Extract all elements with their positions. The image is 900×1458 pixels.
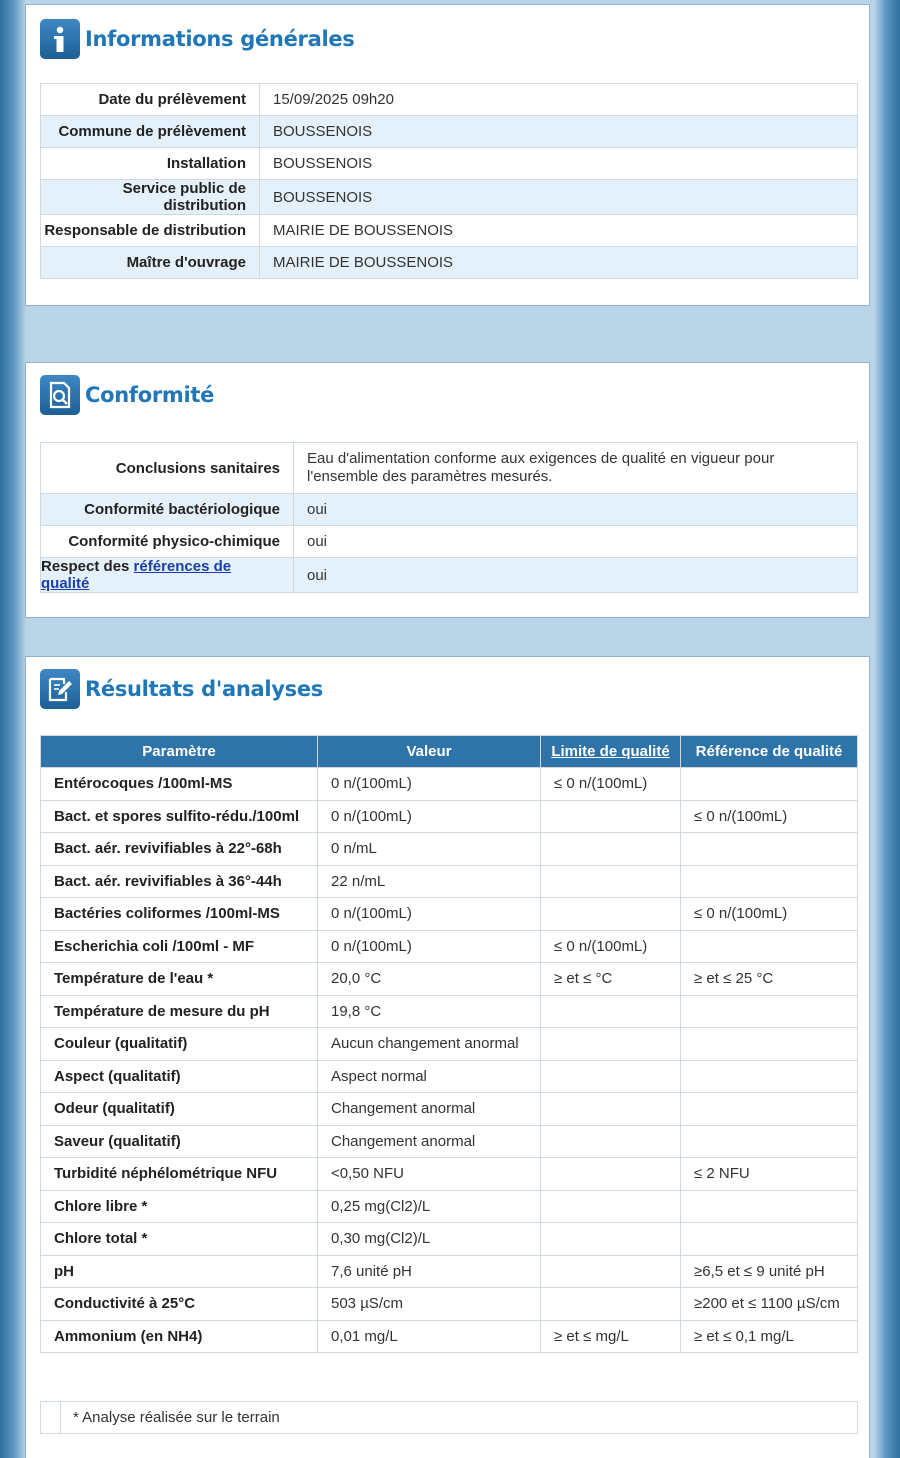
limit-cell (541, 1028, 681, 1061)
results-table (40, 735, 858, 1353)
table-row (41, 148, 858, 180)
parameter-cell: Bact. aér. revivifiables à 22°-68h (41, 833, 318, 866)
value-cell: Aucun changement anormal (318, 1028, 541, 1061)
row-label: Conformité bactériologique (41, 494, 294, 526)
row-value: oui (294, 494, 858, 526)
table-row (41, 247, 858, 279)
reference-cell: ≤ 0 n/(100mL) (681, 898, 858, 931)
reference-cell (681, 833, 858, 866)
column-header-value: Valeur (318, 736, 541, 768)
limit-cell (541, 1255, 681, 1288)
document-search-icon (40, 375, 80, 415)
value-cell: Aspect normal (318, 1060, 541, 1093)
note-text: * Analyse réalisée sur le terrain (73, 1409, 280, 1426)
value-cell: 503 µS/cm (318, 1288, 541, 1321)
row-value: oui (294, 526, 858, 558)
parameter-cell: Bact. et spores sulfito-rédu./100ml (41, 800, 318, 833)
parameter-cell: Température de l'eau * (41, 963, 318, 996)
parameter-cell: Couleur (qualitatif) (41, 1028, 318, 1061)
row-value: BOUSSENOIS (260, 116, 858, 148)
conformity-panel (25, 362, 870, 618)
row-value: BOUSSENOIS (260, 148, 858, 180)
parameter-cell: Ammonium (en NH4) (41, 1320, 318, 1353)
edit-document-icon (40, 669, 80, 709)
reference-cell (681, 995, 858, 1028)
limit-cell (541, 1125, 681, 1158)
limit-cell (541, 1190, 681, 1223)
table-row (41, 1223, 858, 1256)
reference-cell: ≥ et ≤ 0,1 mg/L (681, 1320, 858, 1353)
limit-cell: ≤ 0 n/(100mL) (541, 768, 681, 801)
row-value: MAIRIE DE BOUSSENOIS (260, 247, 858, 279)
value-cell: 0,30 mg(Cl2)/L (318, 1223, 541, 1256)
table-row (41, 800, 858, 833)
row-value: BOUSSENOIS (260, 180, 858, 215)
limit-cell (541, 1060, 681, 1093)
limit-cell (541, 898, 681, 931)
parameter-cell: Saveur (qualitatif) (41, 1125, 318, 1158)
limit-cell (541, 995, 681, 1028)
reference-cell (681, 1028, 858, 1061)
value-cell: 0 n/(100mL) (318, 768, 541, 801)
reference-cell (681, 1190, 858, 1223)
table-row (41, 1093, 858, 1126)
reference-cell: ≥ et ≤ 25 °C (681, 963, 858, 996)
table-row (41, 865, 858, 898)
value-cell: 7,6 unité pH (318, 1255, 541, 1288)
limit-cell (541, 865, 681, 898)
row-label: Responsable de distribution (41, 215, 260, 247)
parameter-cell: Bactéries coliformes /100ml-MS (41, 898, 318, 931)
results-panel (25, 656, 870, 1458)
parameter-cell: Entérocoques /100ml-MS (41, 768, 318, 801)
value-cell: 20,0 °C (318, 963, 541, 996)
limit-cell (541, 1158, 681, 1191)
reference-cell: ≤ 0 n/(100mL) (681, 800, 858, 833)
parameter-cell: Conductivité à 25°C (41, 1288, 318, 1321)
value-cell: 0 n/(100mL) (318, 930, 541, 963)
table-row (41, 443, 858, 494)
reference-cell (681, 768, 858, 801)
reference-cell: ≤ 2 NFU (681, 1158, 858, 1191)
table-row (41, 1028, 858, 1061)
info-icon (40, 19, 80, 59)
table-row (41, 930, 858, 963)
row-label: Service public de distribution (41, 180, 260, 215)
value-cell: <0,50 NFU (318, 1158, 541, 1191)
value-cell: 0 n/(100mL) (318, 800, 541, 833)
reference-cell: ≥200 et ≤ 1100 µS/cm (681, 1288, 858, 1321)
reference-cell (681, 1093, 858, 1126)
row-value: MAIRIE DE BOUSSENOIS (260, 215, 858, 247)
limit-cell: ≥ et ≤ mg/L (541, 1320, 681, 1353)
row-label: Conformité physico-chimique (41, 526, 294, 558)
row-label: Commune de prélèvement (41, 116, 260, 148)
column-header-reference: Référence de qualité (681, 736, 858, 768)
table-row (41, 558, 858, 593)
section-title: Conformité (85, 383, 215, 407)
table-row (41, 1288, 858, 1321)
table-row (41, 995, 858, 1028)
field-analysis-note (40, 1401, 858, 1434)
parameter-cell: Chlore libre * (41, 1190, 318, 1223)
table-row (41, 1060, 858, 1093)
table-row (41, 1320, 858, 1353)
parameter-cell: Odeur (qualitatif) (41, 1093, 318, 1126)
table-row (41, 215, 858, 247)
reference-cell (681, 930, 858, 963)
limit-cell: ≥ et ≤ °C (541, 963, 681, 996)
parameter-cell: Aspect (qualitatif) (41, 1060, 318, 1093)
reference-cell (681, 1125, 858, 1158)
parameter-cell: Température de mesure du pH (41, 995, 318, 1028)
limit-cell (541, 1288, 681, 1321)
column-header-parameter: Paramètre (41, 736, 318, 768)
value-cell: 0 n/(100mL) (318, 898, 541, 931)
row-label: Conclusions sanitaires (41, 443, 294, 494)
table-row (41, 1158, 858, 1191)
row-label: Date du prélèvement (41, 84, 260, 116)
value-cell: 0,25 mg(Cl2)/L (318, 1190, 541, 1223)
note-marker (41, 1402, 61, 1433)
reference-cell: ≥6,5 et ≤ 9 unité pH (681, 1255, 858, 1288)
table-row (41, 833, 858, 866)
value-cell: 0 n/mL (318, 833, 541, 866)
parameter-cell: Chlore total * (41, 1223, 318, 1256)
general-info-header (40, 19, 355, 59)
table-row (41, 180, 858, 215)
results-header (40, 669, 323, 709)
quality-references-link[interactable]: références de qualité (41, 558, 232, 592)
quality-limit-link[interactable]: Limite de qualité (551, 743, 670, 760)
limit-cell: ≤ 0 n/(100mL) (541, 930, 681, 963)
table-row (41, 768, 858, 801)
row-value: Eau d'alimentation conforme aux exigences de qualité en vigueur pour l'ensemble des paramètres mesurés. (294, 443, 858, 494)
value-cell: 19,8 °C (318, 995, 541, 1028)
general-info-panel (25, 4, 870, 306)
table-row (41, 116, 858, 148)
value-cell: Changement anormal (318, 1125, 541, 1158)
limit-cell (541, 1223, 681, 1256)
row-label (41, 558, 294, 593)
table-row (41, 526, 858, 558)
parameter-cell: Turbidité néphélométrique NFU (41, 1158, 318, 1191)
row-value: oui (294, 558, 858, 593)
table-row (41, 1125, 858, 1158)
section-title: Informations générales (85, 27, 355, 51)
parameter-cell: Bact. aér. revivifiables à 36°-44h (41, 865, 318, 898)
parameter-cell: Escherichia coli /100ml - MF (41, 930, 318, 963)
limit-cell (541, 1093, 681, 1126)
respect-prefix: Respect des (41, 558, 134, 575)
row-label: Installation (41, 148, 260, 180)
reference-cell (681, 865, 858, 898)
general-info-table (40, 83, 858, 279)
table-row (41, 494, 858, 526)
table-row (41, 1190, 858, 1223)
value-cell: 22 n/mL (318, 865, 541, 898)
conformity-header (40, 375, 214, 415)
table-row (41, 963, 858, 996)
table-row (41, 898, 858, 931)
table-row (41, 1255, 858, 1288)
limit-cell (541, 800, 681, 833)
row-label: Maître d'ouvrage (41, 247, 260, 279)
table-row (41, 84, 858, 116)
section-title: Résultats d'analyses (85, 677, 324, 701)
value-cell: 0,01 mg/L (318, 1320, 541, 1353)
table-header-row (41, 736, 858, 768)
column-header-limit (541, 736, 681, 768)
limit-cell (541, 833, 681, 866)
parameter-cell: pH (41, 1255, 318, 1288)
conformity-table (40, 442, 858, 593)
value-cell: Changement anormal (318, 1093, 541, 1126)
reference-cell (681, 1060, 858, 1093)
reference-cell (681, 1223, 858, 1256)
row-value: 15/09/2025 09h20 (260, 84, 858, 116)
